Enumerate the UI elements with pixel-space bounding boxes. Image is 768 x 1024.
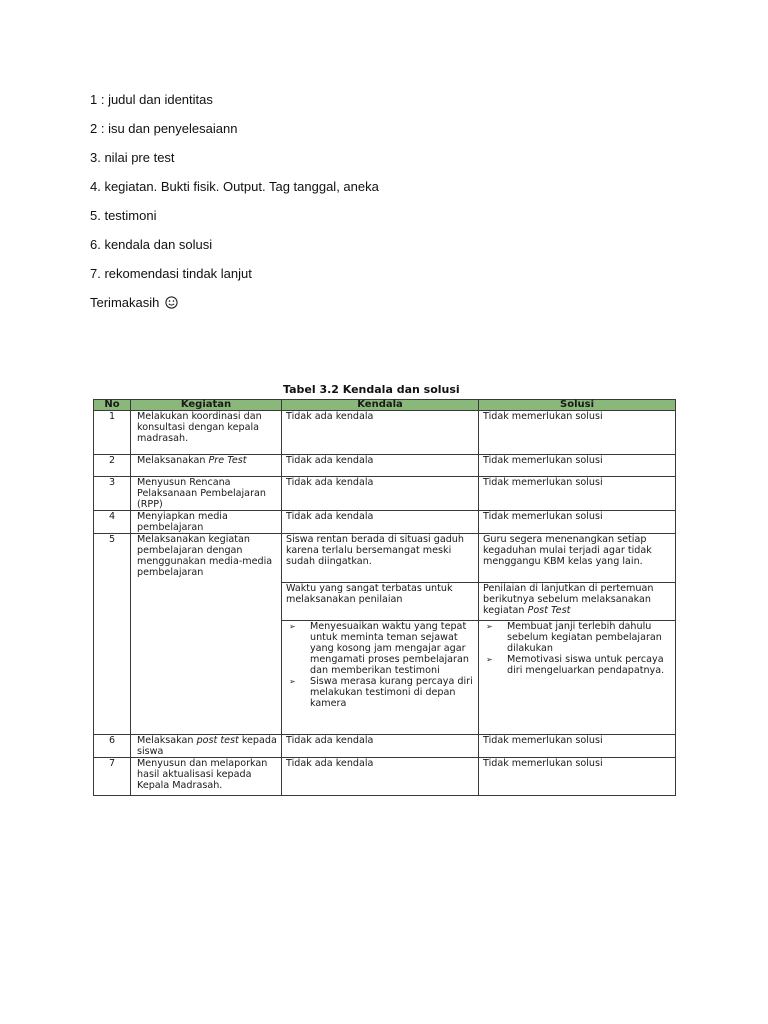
row-no: 2 bbox=[94, 455, 131, 477]
bullet-text: Siswa merasa kurang percaya diri melakukan testimoni di depan kamera bbox=[310, 676, 473, 709]
row-kendala: Waktu yang sangat terbatas untuk melaksanakan penilaian bbox=[282, 583, 479, 621]
row-kendala: Tidak ada kendala bbox=[282, 411, 479, 455]
bullet-item bbox=[483, 654, 671, 676]
row-kendala: Tidak ada kendala bbox=[282, 477, 479, 511]
arrow-bullet-icon: ➢ bbox=[289, 622, 296, 631]
list-item-3: 3. nilai pre test bbox=[90, 150, 175, 165]
row-no: 1 bbox=[94, 411, 131, 455]
header-solusi: Solusi bbox=[479, 400, 676, 411]
row-no: 4 bbox=[94, 511, 131, 534]
table-row bbox=[94, 455, 676, 477]
row-kegiatan bbox=[131, 735, 282, 758]
row-no: 5 bbox=[94, 534, 131, 735]
row-kendala: Tidak ada kendala bbox=[282, 758, 479, 796]
row-solusi bbox=[479, 583, 676, 621]
table-row bbox=[94, 758, 676, 796]
row-solusi: Tidak memerlukan solusi bbox=[479, 758, 676, 796]
row-solusi bbox=[479, 621, 676, 735]
list-item-4: 4. kegiatan. Bukti fisik. Output. Tag tanggal, aneka bbox=[90, 179, 379, 194]
list-item-2: 2 : isu dan penyelesaiann bbox=[90, 121, 238, 136]
closing-text: Terimakasih bbox=[90, 295, 160, 310]
smiley-face-icon bbox=[165, 296, 178, 313]
row-kegiatan: Menyusun Rencana Pelaksanaan Pembelajaran (RPP) bbox=[131, 477, 282, 511]
row-solusi: Tidak memerlukan solusi bbox=[479, 511, 676, 534]
arrow-bullet-icon: ➢ bbox=[486, 655, 493, 664]
row-no: 6 bbox=[94, 735, 131, 758]
arrow-bullet-icon: ➢ bbox=[289, 677, 296, 686]
row-solusi: Tidak memerlukan solusi bbox=[479, 477, 676, 511]
table-row bbox=[94, 477, 676, 511]
table-row bbox=[94, 511, 676, 534]
row-kendala bbox=[282, 621, 479, 735]
row-solusi: Tidak memerlukan solusi bbox=[479, 411, 676, 455]
row-kegiatan-italic: post test bbox=[196, 735, 239, 746]
row-kegiatan-italic: Pre Test bbox=[208, 455, 247, 466]
list-item-6: 6. kendala dan solusi bbox=[90, 237, 213, 252]
row-solusi-text: Penilaian di lanjutkan di pertemuan berikutnya sebelum melaksanakan kegiatan bbox=[483, 583, 654, 616]
row-kegiatan: Menyiapkan media pembelajaran bbox=[131, 511, 282, 534]
kendala-solusi-table bbox=[93, 399, 676, 796]
list-item-5: 5. testimoni bbox=[90, 208, 157, 223]
table-row bbox=[94, 735, 676, 758]
table-title: Tabel 3.2 Kendala dan solusi bbox=[283, 383, 460, 396]
row-kegiatan: Melakukan koordinasi dan konsultasi dengan kepala madrasah. bbox=[131, 411, 282, 455]
list-item-1: 1 : judul dan identitas bbox=[90, 92, 213, 107]
row-solusi: Guru segera menenangkan setiap kegaduhan mulai terjadi agar tidak menggangu KBM kelas yang lain. bbox=[479, 534, 676, 583]
arrow-bullet-icon: ➢ bbox=[486, 622, 493, 631]
row-kendala: Tidak ada kendala bbox=[282, 511, 479, 534]
header-kendala: Kendala bbox=[282, 400, 479, 411]
row-kegiatan-text: Melaksakan bbox=[137, 735, 197, 746]
row-kegiatan: Melaksanakan kegiatan pembelajaran dengan menggunakan media-media pembelajaran bbox=[131, 534, 282, 735]
table-row bbox=[94, 411, 676, 455]
row-kegiatan: Menyusun dan melaporkan hasil aktualisasi kepada Kepala Madrasah. bbox=[131, 758, 282, 796]
bullet-item bbox=[286, 621, 474, 676]
row-no: 3 bbox=[94, 477, 131, 511]
row-solusi: Tidak memerlukan solusi bbox=[479, 455, 676, 477]
row-kendala: Siswa rentan berada di situasi gaduh karena terlalu bersemangat meski sudah diingatkan. bbox=[282, 534, 479, 583]
closing-line bbox=[90, 295, 650, 311]
header-kegiatan: Kegiatan bbox=[131, 400, 282, 411]
row-kegiatan-text: Melaksanakan bbox=[137, 455, 209, 466]
table-header-row bbox=[94, 400, 676, 411]
bullet-text: Memotivasi siswa untuk percaya diri mengeluarkan pendapatnya. bbox=[507, 654, 665, 676]
row-kendala: Tidak ada kendala bbox=[282, 735, 479, 758]
row-kendala: Tidak ada kendala bbox=[282, 455, 479, 477]
row-solusi-italic: Post Test bbox=[527, 605, 571, 616]
table-row bbox=[94, 534, 676, 583]
header-no: No bbox=[94, 400, 131, 411]
bullet-item bbox=[286, 676, 474, 709]
bullet-text: Membuat janji terlebih dahulu sebelum kegiatan pembelajaran dilakukan bbox=[507, 621, 662, 654]
row-solusi: Tidak memerlukan solusi bbox=[479, 735, 676, 758]
bullet-text: Menyesuaikan waktu yang tepat untuk meminta teman sejawat yang kosong jam mengajar agar mengamati proses pembelajaran dan memberikan testimoni bbox=[310, 621, 469, 676]
bullet-item bbox=[483, 621, 671, 654]
list-item-7: 7. rekomendasi tindak lanjut bbox=[90, 266, 252, 281]
row-kegiatan bbox=[131, 455, 282, 477]
numbered-list bbox=[90, 92, 650, 324]
row-kegiatan-text-tail: kepada siswa bbox=[137, 735, 277, 757]
row-no: 7 bbox=[94, 758, 131, 796]
